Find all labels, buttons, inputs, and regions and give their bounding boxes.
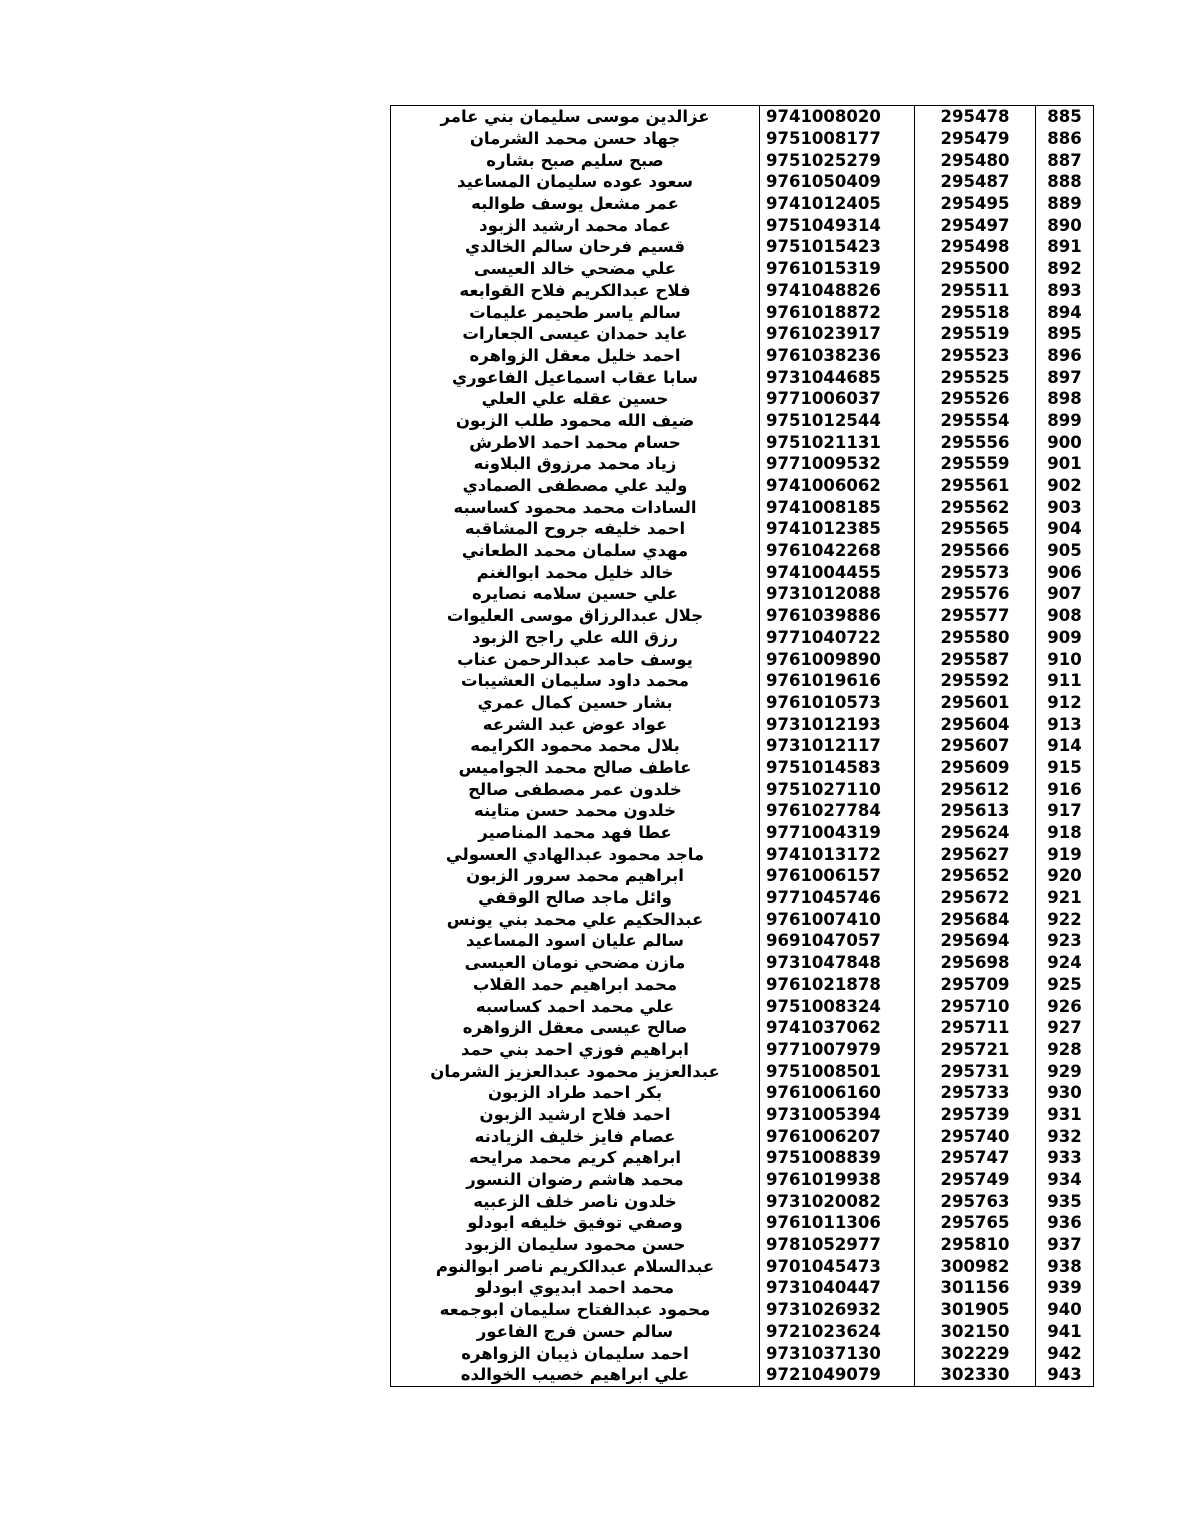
- reference-number-cell: 295739: [915, 1104, 1036, 1126]
- sequence-number-cell: 899: [1036, 410, 1094, 432]
- national-number-cell: 9731040447: [760, 1277, 915, 1299]
- sequence-number-cell: 910: [1036, 648, 1094, 670]
- name-cell: حسن محمود سليمان الزبود: [391, 1234, 760, 1256]
- reference-number-cell: 295694: [915, 930, 1036, 952]
- sequence-number-cell: 908: [1036, 605, 1094, 627]
- national-number-cell: 9751025279: [760, 149, 915, 171]
- sequence-number-cell: 907: [1036, 583, 1094, 605]
- name-cell: محمد ابراهيم حمد القلاب: [391, 974, 760, 996]
- table-row: [391, 301, 1094, 323]
- table-row: [391, 670, 1094, 692]
- table-row: [391, 1364, 1094, 1386]
- reference-number-cell: 295497: [915, 214, 1036, 236]
- national-number-cell: 9741006062: [760, 475, 915, 497]
- name-cell: بشار حسين كمال عمري: [391, 692, 760, 714]
- table-row: [391, 345, 1094, 367]
- sequence-number-cell: 933: [1036, 1147, 1094, 1169]
- sequence-number-cell: 927: [1036, 1017, 1094, 1039]
- national-number-cell: 9731012088: [760, 583, 915, 605]
- sequence-number-cell: 913: [1036, 713, 1094, 735]
- table-row: [391, 1039, 1094, 1061]
- name-cell: علي حسين سلامه نصايره: [391, 583, 760, 605]
- table-row: [391, 974, 1094, 996]
- national-number-cell: 9751049314: [760, 214, 915, 236]
- name-cell: احمد سليمان ذيبان الزواهره: [391, 1342, 760, 1364]
- reference-number-cell: 302229: [915, 1342, 1036, 1364]
- reference-number-cell: 295607: [915, 735, 1036, 757]
- table-row: [391, 887, 1094, 909]
- national-number-cell: 9761023917: [760, 323, 915, 345]
- name-cell: ماجد محمود عبدالهادي العسولي: [391, 843, 760, 865]
- table-row: [391, 561, 1094, 583]
- national-number-cell: 9761006157: [760, 865, 915, 887]
- national-number-cell: 9731037130: [760, 1342, 915, 1364]
- national-number-cell: 9761006207: [760, 1125, 915, 1147]
- sequence-number-cell: 886: [1036, 128, 1094, 150]
- table-row: [391, 1017, 1094, 1039]
- name-cell: احمد فلاح ارشيد الزبون: [391, 1104, 760, 1126]
- table-row: [391, 149, 1094, 171]
- table-row: [391, 323, 1094, 345]
- sequence-number-cell: 890: [1036, 214, 1094, 236]
- reference-number-cell: 295604: [915, 713, 1036, 735]
- name-cell: خلدون محمد حسن متاينه: [391, 800, 760, 822]
- reference-number-cell: 301905: [915, 1299, 1036, 1321]
- reference-number-cell: 295749: [915, 1169, 1036, 1191]
- sequence-number-cell: 895: [1036, 323, 1094, 345]
- national-number-cell: 9731047848: [760, 952, 915, 974]
- table-row: [391, 388, 1094, 410]
- name-cell: قسيم فرحان سالم الخالدي: [391, 236, 760, 258]
- sequence-number-cell: 901: [1036, 453, 1094, 475]
- name-cell: وليد علي مصطفى الصمادي: [391, 475, 760, 497]
- table-row: [391, 1255, 1094, 1277]
- table-row: [391, 995, 1094, 1017]
- national-number-cell: 9761009890: [760, 648, 915, 670]
- national-number-cell: 9741008020: [760, 106, 915, 128]
- name-cell: سالم حسن فرج الفاعور: [391, 1321, 760, 1343]
- reference-number-cell: 295511: [915, 280, 1036, 302]
- table-row: [391, 778, 1094, 800]
- table-row: [391, 865, 1094, 887]
- sequence-number-cell: 941: [1036, 1321, 1094, 1343]
- national-number-cell: 9751012544: [760, 410, 915, 432]
- sequence-number-cell: 921: [1036, 887, 1094, 909]
- name-cell: عماد محمد ارشيد الزبود: [391, 214, 760, 236]
- national-number-cell: 9741012385: [760, 518, 915, 540]
- reference-number-cell: 295559: [915, 453, 1036, 475]
- name-cell: ابراهيم فوزي احمد بني حمد: [391, 1039, 760, 1061]
- national-number-cell: 9771004319: [760, 822, 915, 844]
- name-cell: سعود عوده سليمان المساعيد: [391, 171, 760, 193]
- sequence-number-cell: 912: [1036, 692, 1094, 714]
- name-cell: جهاد حسن محمد الشرمان: [391, 128, 760, 150]
- reference-number-cell: 295580: [915, 627, 1036, 649]
- sequence-number-cell: 928: [1036, 1039, 1094, 1061]
- national-number-cell: 9741013172: [760, 843, 915, 865]
- national-number-cell: 9761050409: [760, 171, 915, 193]
- national-number-cell: 9751008177: [760, 128, 915, 150]
- reference-number-cell: 295711: [915, 1017, 1036, 1039]
- name-cell: سالم عليان اسود المساعيد: [391, 930, 760, 952]
- name-cell: حسام محمد احمد الاطرش: [391, 431, 760, 453]
- table-row: [391, 106, 1094, 128]
- name-cell: سالم ياسر طحيمر عليمات: [391, 301, 760, 323]
- national-number-cell: 9741048826: [760, 280, 915, 302]
- national-number-cell: 9701045473: [760, 1255, 915, 1277]
- national-number-cell: 9731012117: [760, 735, 915, 757]
- table-row: [391, 648, 1094, 670]
- reference-number-cell: 295519: [915, 323, 1036, 345]
- national-number-cell: 9761038236: [760, 345, 915, 367]
- name-cell: عطا فهد محمد المناصير: [391, 822, 760, 844]
- sequence-number-cell: 931: [1036, 1104, 1094, 1126]
- reference-number-cell: 295652: [915, 865, 1036, 887]
- reference-number-cell: 295721: [915, 1039, 1036, 1061]
- table-row: [391, 518, 1094, 540]
- reference-number-cell: 302330: [915, 1364, 1036, 1386]
- reference-number-cell: 295733: [915, 1082, 1036, 1104]
- reference-number-cell: 295565: [915, 518, 1036, 540]
- name-cell: علي ابراهيم خصيب الخوالده: [391, 1364, 760, 1386]
- national-number-cell: 9691047057: [760, 930, 915, 952]
- sequence-number-cell: 935: [1036, 1190, 1094, 1212]
- table-row: [391, 627, 1094, 649]
- sequence-number-cell: 942: [1036, 1342, 1094, 1364]
- table-row: [391, 258, 1094, 280]
- sequence-number-cell: 920: [1036, 865, 1094, 887]
- table-row: [391, 366, 1094, 388]
- name-cell: وائل ماجد صالح الوقفي: [391, 887, 760, 909]
- name-cell: خالد خليل محمد ابوالغنم: [391, 561, 760, 583]
- sequence-number-cell: 923: [1036, 930, 1094, 952]
- name-cell: عاطف صالح محمد الجواميس: [391, 757, 760, 779]
- table-row: [391, 800, 1094, 822]
- reference-number-cell: 295684: [915, 908, 1036, 930]
- national-number-cell: 9751021131: [760, 431, 915, 453]
- reference-number-cell: 295612: [915, 778, 1036, 800]
- name-cell: ابراهيم كريم محمد مرايحه: [391, 1147, 760, 1169]
- national-number-cell: 9751008501: [760, 1060, 915, 1082]
- sequence-number-cell: 911: [1036, 670, 1094, 692]
- national-number-cell: 9741008185: [760, 496, 915, 518]
- reference-number-cell: 295576: [915, 583, 1036, 605]
- table-row: [391, 128, 1094, 150]
- table-row: [391, 193, 1094, 215]
- reference-number-cell: 295495: [915, 193, 1036, 215]
- sequence-number-cell: 940: [1036, 1299, 1094, 1321]
- table-row: [391, 908, 1094, 930]
- table-row: [391, 171, 1094, 193]
- national-number-cell: 9741004455: [760, 561, 915, 583]
- table-row: [391, 1169, 1094, 1191]
- sequence-number-cell: 925: [1036, 974, 1094, 996]
- sequence-number-cell: 891: [1036, 236, 1094, 258]
- table-row: [391, 280, 1094, 302]
- national-number-cell: 9761027784: [760, 800, 915, 822]
- national-number-cell: 9761042268: [760, 540, 915, 562]
- table-row: [391, 1299, 1094, 1321]
- national-number-cell: 9761015319: [760, 258, 915, 280]
- reference-number-cell: 295577: [915, 605, 1036, 627]
- national-number-cell: 9761007410: [760, 908, 915, 930]
- reference-number-cell: 295609: [915, 757, 1036, 779]
- table-row: [391, 540, 1094, 562]
- national-number-cell: 9761021878: [760, 974, 915, 996]
- reference-number-cell: 300982: [915, 1255, 1036, 1277]
- table-row: [391, 1234, 1094, 1256]
- name-cell: خلدون ناصر خلف الزعبيه: [391, 1190, 760, 1212]
- table-row: [391, 605, 1094, 627]
- sequence-number-cell: 916: [1036, 778, 1094, 800]
- sequence-number-cell: 902: [1036, 475, 1094, 497]
- records-table: [390, 105, 1094, 1387]
- national-number-cell: 9731026932: [760, 1299, 915, 1321]
- national-number-cell: 9731044685: [760, 366, 915, 388]
- name-cell: خلدون عمر مصطفى صالح: [391, 778, 760, 800]
- reference-number-cell: 295672: [915, 887, 1036, 909]
- sequence-number-cell: 897: [1036, 366, 1094, 388]
- sequence-number-cell: 900: [1036, 431, 1094, 453]
- table-row: [391, 496, 1094, 518]
- sequence-number-cell: 888: [1036, 171, 1094, 193]
- sequence-number-cell: 904: [1036, 518, 1094, 540]
- reference-number-cell: 295740: [915, 1125, 1036, 1147]
- national-number-cell: 9741012405: [760, 193, 915, 215]
- national-number-cell: 9741037062: [760, 1017, 915, 1039]
- table-row: [391, 757, 1094, 779]
- reference-number-cell: 295592: [915, 670, 1036, 692]
- name-cell: علي مضحي خالد العيسى: [391, 258, 760, 280]
- national-number-cell: 9761010573: [760, 692, 915, 714]
- name-cell: علي محمد احمد كساسبه: [391, 995, 760, 1017]
- reference-number-cell: 295480: [915, 149, 1036, 171]
- records-table-body: [391, 106, 1094, 1387]
- national-number-cell: 9751008839: [760, 1147, 915, 1169]
- sequence-number-cell: 938: [1036, 1255, 1094, 1277]
- name-cell: بكر احمد طراد الزبون: [391, 1082, 760, 1104]
- national-number-cell: 9751014583: [760, 757, 915, 779]
- table-row: [391, 1082, 1094, 1104]
- name-cell: احمد خليفه جروح المشاقبه: [391, 518, 760, 540]
- reference-number-cell: 295562: [915, 496, 1036, 518]
- table-row: [391, 822, 1094, 844]
- reference-number-cell: 295601: [915, 692, 1036, 714]
- table-row: [391, 583, 1094, 605]
- sequence-number-cell: 926: [1036, 995, 1094, 1017]
- reference-number-cell: 295810: [915, 1234, 1036, 1256]
- name-cell: عبدالحكيم علي محمد بني يونس: [391, 908, 760, 930]
- national-number-cell: 9771006037: [760, 388, 915, 410]
- sequence-number-cell: 922: [1036, 908, 1094, 930]
- table-row: [391, 1190, 1094, 1212]
- sequence-number-cell: 905: [1036, 540, 1094, 562]
- name-cell: ابراهيم محمد سرور الزبون: [391, 865, 760, 887]
- name-cell: صالح عيسى معقل الزواهره: [391, 1017, 760, 1039]
- name-cell: محمد داود سليمان العشيبات: [391, 670, 760, 692]
- reference-number-cell: 295518: [915, 301, 1036, 323]
- table-row: [391, 214, 1094, 236]
- reference-number-cell: 295523: [915, 345, 1036, 367]
- name-cell: مازن مضحي نومان العيسى: [391, 952, 760, 974]
- sequence-number-cell: 889: [1036, 193, 1094, 215]
- name-cell: فلاح عبدالكريم فلاح القوابعه: [391, 280, 760, 302]
- reference-number-cell: 295627: [915, 843, 1036, 865]
- table-row: [391, 453, 1094, 475]
- name-cell: حسين عقله علي العلي: [391, 388, 760, 410]
- reference-number-cell: 295526: [915, 388, 1036, 410]
- national-number-cell: 9761006160: [760, 1082, 915, 1104]
- name-cell: زياد محمد مرزوق البلاونه: [391, 453, 760, 475]
- reference-number-cell: 295573: [915, 561, 1036, 583]
- reference-number-cell: 295613: [915, 800, 1036, 822]
- table-row: [391, 713, 1094, 735]
- table-row: [391, 1104, 1094, 1126]
- name-cell: مهدي سلمان محمد الطعاني: [391, 540, 760, 562]
- table-row: [391, 1125, 1094, 1147]
- sequence-number-cell: 915: [1036, 757, 1094, 779]
- national-number-cell: 9721049079: [760, 1364, 915, 1386]
- national-number-cell: 9771009532: [760, 453, 915, 475]
- sequence-number-cell: 906: [1036, 561, 1094, 583]
- national-number-cell: 9721023624: [760, 1321, 915, 1343]
- name-cell: عزالدين موسى سليمان بني عامر: [391, 106, 760, 128]
- reference-number-cell: 295731: [915, 1060, 1036, 1082]
- national-number-cell: 9751015423: [760, 236, 915, 258]
- reference-number-cell: 295525: [915, 366, 1036, 388]
- sequence-number-cell: 896: [1036, 345, 1094, 367]
- sequence-number-cell: 903: [1036, 496, 1094, 518]
- reference-number-cell: 295566: [915, 540, 1036, 562]
- name-cell: سابا عقاب اسماعيل الفاعوري: [391, 366, 760, 388]
- reference-number-cell: 295554: [915, 410, 1036, 432]
- national-number-cell: 9761019938: [760, 1169, 915, 1191]
- sequence-number-cell: 893: [1036, 280, 1094, 302]
- sequence-number-cell: 943: [1036, 1364, 1094, 1386]
- national-number-cell: 9751027110: [760, 778, 915, 800]
- reference-number-cell: 302150: [915, 1321, 1036, 1343]
- table-row: [391, 843, 1094, 865]
- table-row: [391, 1277, 1094, 1299]
- reference-number-cell: 295763: [915, 1190, 1036, 1212]
- name-cell: عبدالعزيز محمود عبدالعزيز الشرمان: [391, 1060, 760, 1082]
- name-cell: ضيف الله محمود طلب الزبون: [391, 410, 760, 432]
- national-number-cell: 9761019616: [760, 670, 915, 692]
- reference-number-cell: 295710: [915, 995, 1036, 1017]
- name-cell: بلال محمد محمود الكرايمه: [391, 735, 760, 757]
- reference-number-cell: 301156: [915, 1277, 1036, 1299]
- national-number-cell: 9761011306: [760, 1212, 915, 1234]
- name-cell: عصام فايز خليف الزيادنه: [391, 1125, 760, 1147]
- national-number-cell: 9761018872: [760, 301, 915, 323]
- sequence-number-cell: 898: [1036, 388, 1094, 410]
- sequence-number-cell: 909: [1036, 627, 1094, 649]
- name-cell: وصفي توفيق خليفه ابودلو: [391, 1212, 760, 1234]
- table-row: [391, 1342, 1094, 1364]
- name-cell: رزق الله علي راجح الزبود: [391, 627, 760, 649]
- reference-number-cell: 295561: [915, 475, 1036, 497]
- name-cell: عواد عوض عبد الشرعه: [391, 713, 760, 735]
- table-row: [391, 1147, 1094, 1169]
- name-cell: عبدالسلام عبدالكريم ناصر ابوالنوم: [391, 1255, 760, 1277]
- reference-number-cell: 295498: [915, 236, 1036, 258]
- national-number-cell: 9781052977: [760, 1234, 915, 1256]
- sequence-number-cell: 934: [1036, 1169, 1094, 1191]
- table-row: [391, 236, 1094, 258]
- sequence-number-cell: 930: [1036, 1082, 1094, 1104]
- table-row: [391, 431, 1094, 453]
- sequence-number-cell: 917: [1036, 800, 1094, 822]
- national-number-cell: 9771007979: [760, 1039, 915, 1061]
- reference-number-cell: 295747: [915, 1147, 1036, 1169]
- reference-number-cell: 295500: [915, 258, 1036, 280]
- table-row: [391, 952, 1094, 974]
- national-number-cell: 9761039886: [760, 605, 915, 627]
- table-row: [391, 1060, 1094, 1082]
- national-number-cell: 9731020082: [760, 1190, 915, 1212]
- name-cell: يوسف حامد عبدالرحمن عناب: [391, 648, 760, 670]
- sequence-number-cell: 939: [1036, 1277, 1094, 1299]
- table-row: [391, 692, 1094, 714]
- sequence-number-cell: 892: [1036, 258, 1094, 280]
- sequence-number-cell: 924: [1036, 952, 1094, 974]
- reference-number-cell: 295479: [915, 128, 1036, 150]
- table-row: [391, 1212, 1094, 1234]
- reference-number-cell: 295487: [915, 171, 1036, 193]
- table-row: [391, 735, 1094, 757]
- sequence-number-cell: 929: [1036, 1060, 1094, 1082]
- reference-number-cell: 295624: [915, 822, 1036, 844]
- name-cell: عمر مشعل يوسف طوالبه: [391, 193, 760, 215]
- name-cell: جلال عبدالرزاق موسى العليوات: [391, 605, 760, 627]
- sequence-number-cell: 936: [1036, 1212, 1094, 1234]
- name-cell: عايد حمدان عيسى الجعارات: [391, 323, 760, 345]
- reference-number-cell: 295587: [915, 648, 1036, 670]
- reference-number-cell: 295478: [915, 106, 1036, 128]
- national-number-cell: 9731012193: [760, 713, 915, 735]
- sequence-number-cell: 918: [1036, 822, 1094, 844]
- table-row: [391, 410, 1094, 432]
- table-row: [391, 930, 1094, 952]
- sequence-number-cell: 914: [1036, 735, 1094, 757]
- reference-number-cell: 295556: [915, 431, 1036, 453]
- table-row: [391, 475, 1094, 497]
- sequence-number-cell: 885: [1036, 106, 1094, 128]
- national-number-cell: 9751008324: [760, 995, 915, 1017]
- national-number-cell: 9771040722: [760, 627, 915, 649]
- national-number-cell: 9771045746: [760, 887, 915, 909]
- sequence-number-cell: 887: [1036, 149, 1094, 171]
- name-cell: احمد خليل معقل الزواهره: [391, 345, 760, 367]
- reference-number-cell: 295698: [915, 952, 1036, 974]
- name-cell: السادات محمد محمود كساسبه: [391, 496, 760, 518]
- sequence-number-cell: 919: [1036, 843, 1094, 865]
- reference-number-cell: 295709: [915, 974, 1036, 996]
- national-number-cell: 9731005394: [760, 1104, 915, 1126]
- sequence-number-cell: 894: [1036, 301, 1094, 323]
- table-row: [391, 1321, 1094, 1343]
- sequence-number-cell: 937: [1036, 1234, 1094, 1256]
- name-cell: محمد احمد ابديوي ابودلو: [391, 1277, 760, 1299]
- reference-number-cell: 295765: [915, 1212, 1036, 1234]
- name-cell: محمود عبدالفتاح سليمان ابوجمعه: [391, 1299, 760, 1321]
- name-cell: صبح سليم صبح بشاره: [391, 149, 760, 171]
- sequence-number-cell: 932: [1036, 1125, 1094, 1147]
- name-cell: محمد هاشم رضوان النسور: [391, 1169, 760, 1191]
